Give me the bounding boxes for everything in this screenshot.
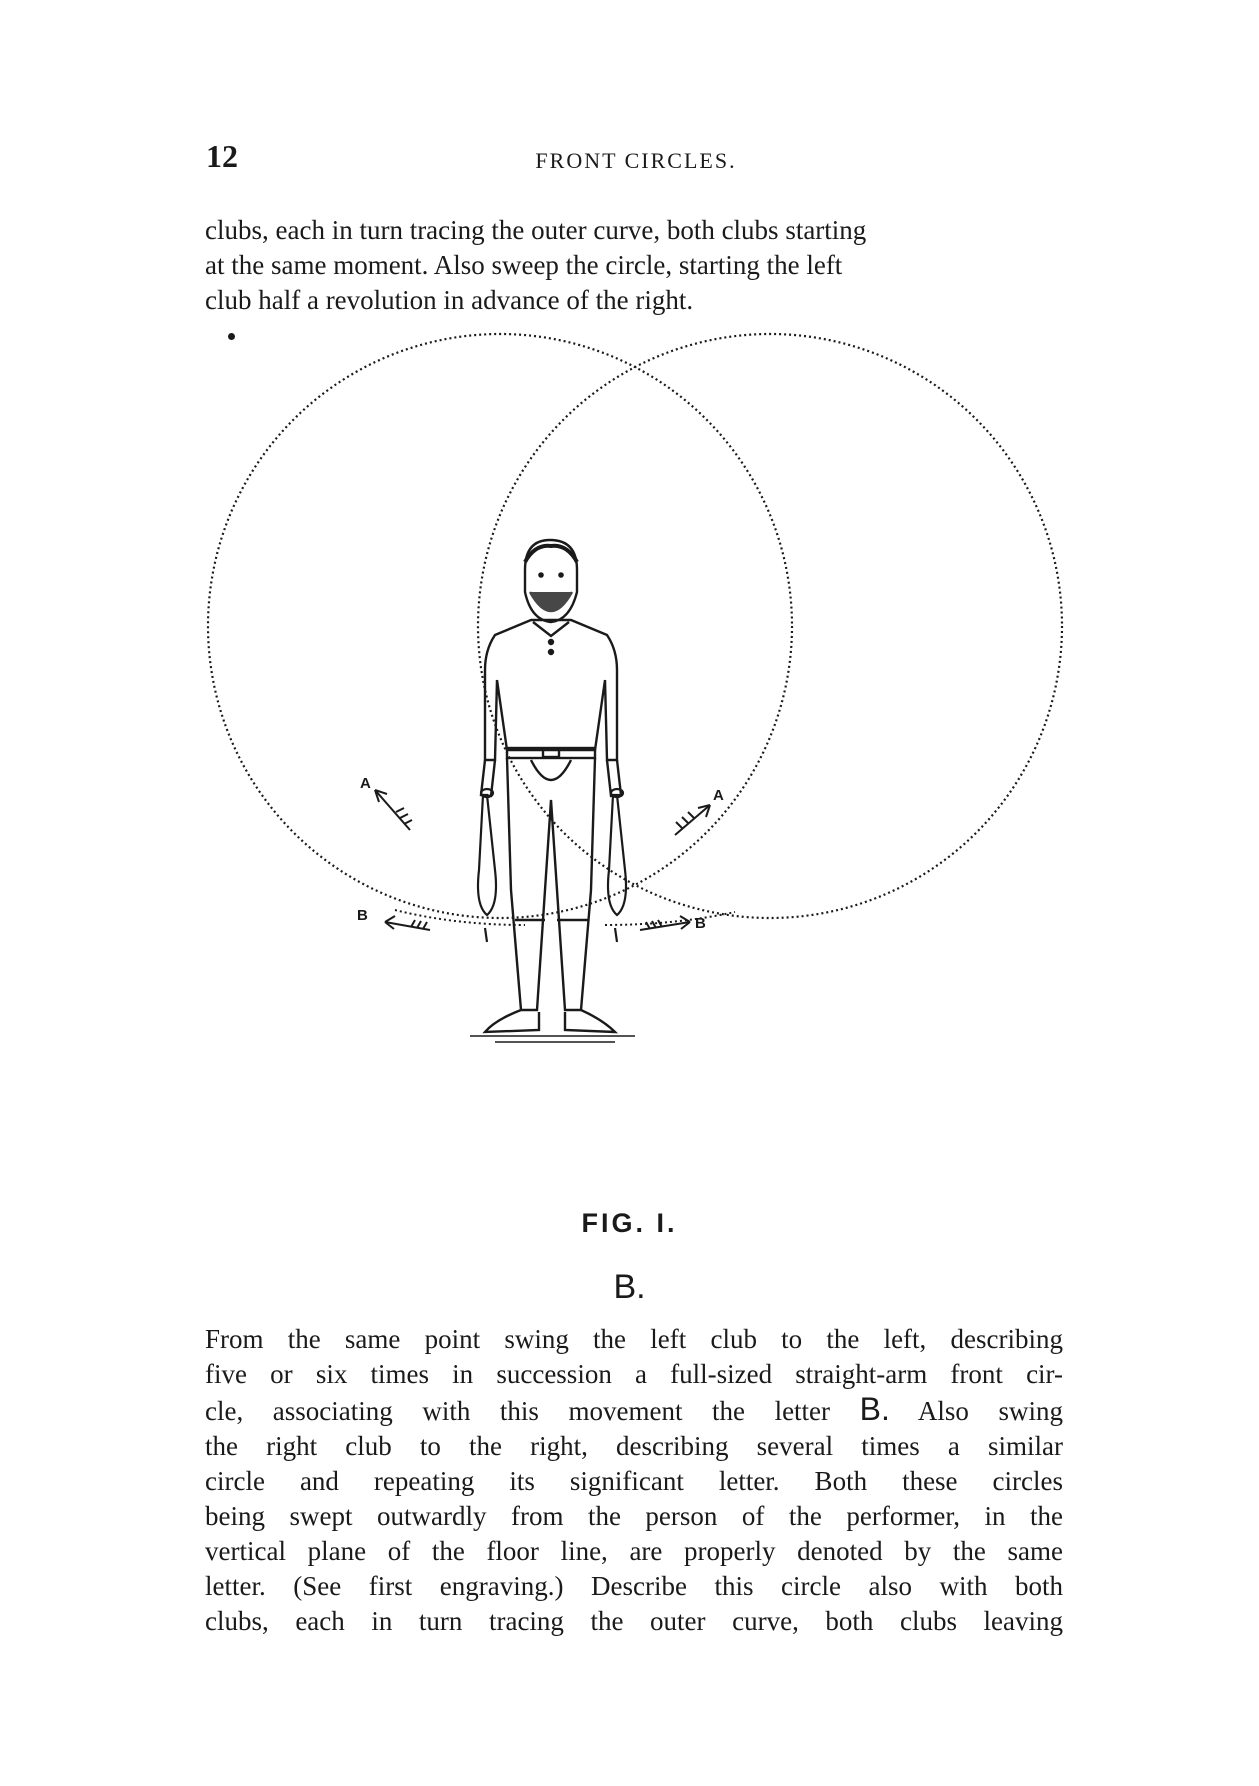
paragraph-continuation bbox=[205, 213, 1063, 318]
text-fragment: cle, associating with this movement the letter bbox=[205, 1396, 860, 1426]
section-heading: B. bbox=[613, 1268, 646, 1306]
text-line: club half a revolution in advance of the right. bbox=[205, 285, 694, 315]
page-header bbox=[206, 138, 1066, 188]
label-a-right: A bbox=[713, 787, 724, 804]
text-line: being swept outwardly from the person of the performer, in the bbox=[205, 1501, 1063, 1531]
performer-legs bbox=[507, 758, 595, 1010]
running-title: FRONT CIRCLES. bbox=[535, 148, 737, 173]
paragraph-b bbox=[205, 1322, 1063, 1639]
label-b-right: B bbox=[695, 915, 706, 932]
figure-caption: FIG. I. bbox=[581, 1208, 678, 1238]
text-line: circle and repeating its significant letter. Both these circles bbox=[205, 1466, 1063, 1496]
arrow-right-upper bbox=[675, 805, 710, 835]
arrow-left-lower bbox=[385, 916, 430, 930]
right-club-mark bbox=[615, 928, 617, 942]
performer-beard bbox=[530, 592, 572, 611]
text-line: at the same moment. Also sweep the circle, starting the left bbox=[205, 250, 843, 280]
label-a-left: A bbox=[360, 775, 371, 792]
left-club-mark bbox=[485, 928, 487, 942]
left-circle-path bbox=[208, 334, 792, 918]
performer-feet bbox=[485, 1010, 615, 1032]
left-indian-club bbox=[478, 789, 496, 915]
arrow-right-lower bbox=[640, 916, 690, 930]
right-indian-club bbox=[608, 789, 626, 915]
text-line: letter. (See first engraving.) Describe this circle also with both bbox=[205, 1571, 1063, 1601]
label-b-left: B bbox=[357, 907, 368, 924]
text-line: From the same point swing the left club to the left, describing bbox=[205, 1324, 1063, 1354]
text-line: clubs, each in turn tracing the outer curve, both clubs leaving bbox=[205, 1606, 1063, 1636]
text-line bbox=[205, 1391, 1064, 1427]
inline-letter-b: B. bbox=[859, 1391, 890, 1427]
text-line: vertical plane of the floor line, are properly denoted by the same bbox=[205, 1536, 1063, 1566]
text-line: the right club to the right, describing several times a similar bbox=[205, 1431, 1063, 1461]
arrow-left-upper bbox=[375, 790, 412, 830]
front-circles-engraving bbox=[195, 330, 1075, 1210]
performer-illustration bbox=[470, 540, 635, 1042]
text-fragment: Also swing bbox=[889, 1396, 1064, 1426]
text-line: five or six times in succession a full-sized straight-arm front cir- bbox=[205, 1359, 1063, 1389]
text-line: clubs, each in turn tracing the outer curve, both clubs starting bbox=[205, 215, 867, 245]
page-number: 12 bbox=[206, 138, 238, 174]
right-lower-arc bbox=[605, 912, 735, 925]
